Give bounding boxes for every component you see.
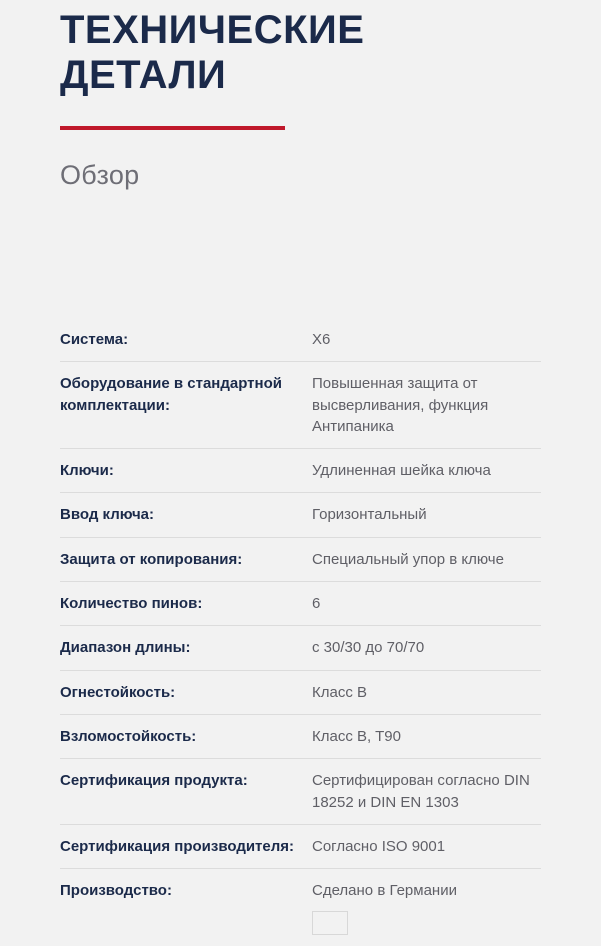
spec-label: Огнестойкость: [60, 683, 176, 701]
table-row [60, 582, 541, 626]
spec-label: Диапазон длины: [60, 639, 191, 657]
spec-value: 6 [312, 595, 321, 613]
table-row [60, 493, 541, 537]
spec-value: Специальный упор в ключе [312, 550, 504, 568]
table-row [60, 869, 541, 946]
spec-value: X6 [312, 331, 331, 348]
spec-value: Сделано в Германии [312, 882, 457, 900]
spec-label: Количество пинов: [60, 595, 203, 613]
table-row [60, 670, 541, 714]
spec-value: Сертифицирован согласно DIN 18252 и DIN EN 1303 [312, 772, 530, 811]
spec-value: с 30/30 до 70/70 [312, 639, 425, 657]
spec-label: Защита от копирования: [60, 550, 243, 568]
spec-label: Оборудование в стандартной комплектации: [60, 375, 282, 414]
spec-label: Система: [60, 331, 129, 348]
table-row [60, 318, 541, 362]
spec-label: Сертификация производителя: [60, 837, 295, 855]
table-row [60, 626, 541, 670]
table-row [60, 759, 541, 825]
table-row [60, 362, 541, 449]
spec-value: Горизонтальный [312, 506, 427, 524]
table-row [60, 449, 541, 493]
table-row [60, 714, 541, 758]
spec-label: Сертификация продукта: [60, 772, 248, 790]
spec-label: Ввод ключа: [60, 506, 155, 524]
page-title: ТЕХНИЧЕСКИЕ ДЕТАЛИ [60, 8, 365, 97]
spec-label: Производство: [60, 882, 172, 900]
table-row [60, 824, 541, 868]
spec-value: Класс B, T90 [312, 727, 401, 745]
spec-value-with-flag [312, 869, 541, 946]
spec-label: Ключи: [60, 462, 114, 480]
table-row [60, 537, 541, 581]
section-subtitle: Обзор [60, 159, 140, 190]
specifications-table [60, 318, 541, 946]
spec-value: Удлиненная шейка ключа [312, 462, 491, 480]
spec-value: Класс B [312, 683, 368, 701]
spec-value: Повышенная защита от высверливания, функция Антипаника [312, 375, 489, 435]
spec-label: Взломостойкость: [60, 727, 197, 745]
germany-flag-icon [312, 911, 348, 935]
spec-value: Согласно ISO 9001 [312, 837, 446, 855]
